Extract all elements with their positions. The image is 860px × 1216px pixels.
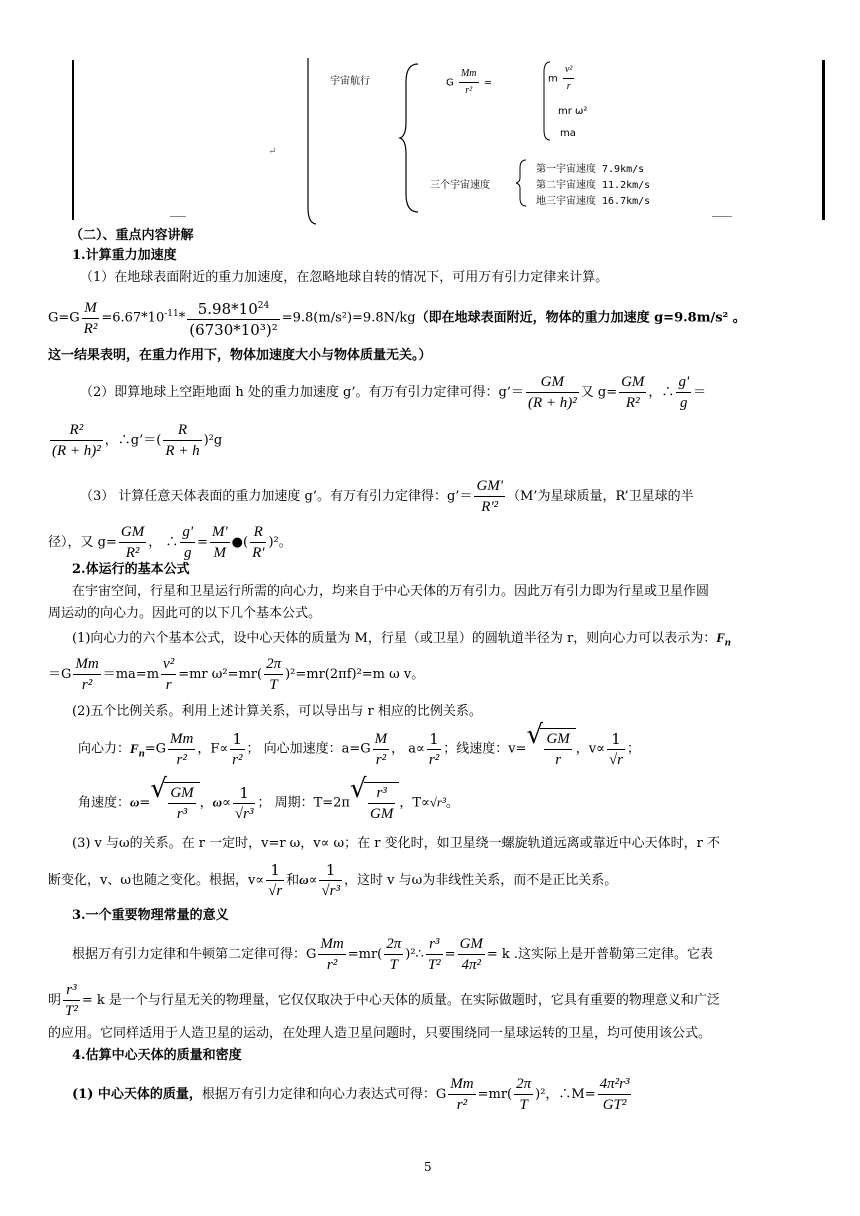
s3-paragraph-3: 的应用。它同样适用于人造卫星的运动，在处理人造卫星问题时，只要围绕同一星球运转的卫星，均可使用该公式。: [48, 1026, 712, 1041]
right-border-line: [822, 60, 825, 220]
centripetal-ma: ma: [560, 128, 576, 139]
s2-paragraph-4b: 断变化，v、ω也随之变化。根据，v∝ $\frac{1}{√r}$ 和ω∝ $\frac{1}{\text{√r³}}$ ，这时 v 与ω为非线性关系，而不是正比关系。: [48, 861, 618, 899]
centripetal-omega: mr ω²: [558, 106, 588, 117]
gravity-eq: G $\frac{Mm}{\text{r²}}$ =: [446, 68, 493, 96]
left-border-line: [72, 60, 74, 220]
s1-paragraph-3-cont: 径），又 g= $\frac{GM}{\text{R²}}$ ， ∴ $\frac{g'}{g}$ = $\frac{M'}{M}$ ●( $\frac{R}{R'}$ )²。: [48, 524, 292, 561]
s1-paragraph-3: （3） 计算任意天体表面的重力加速度 g’。有万有引力定律得：g’＝ $\frac{GM'}{\text{R'²}}$ （M’为星球质量，R’卫星球的半: [80, 478, 694, 515]
s1-paragraph-2-cont: $\frac{\text{R²}}{\text{(R + h)²}}$ ，∴g’＝( $\frac{R}{R + h}$ )²g: [52, 422, 223, 459]
s2-ratio-row-2: 角速度：ω= √ $\frac{GM}{\text{r³}}$ ，ω∝ $\frac{1}{\text{√r³}}$ ； 周期：T=2π √ $\frac{\text{r³}}{GM}$ ，T∝√r³。: [78, 782, 858, 824]
divider-curve: [298, 58, 318, 226]
section-heading: （二）、重点内容讲解: [70, 228, 194, 243]
return-mark: ↵: [268, 146, 277, 157]
s2-ratio-row-1: 向心力：$F_n=G$ $\frac{Mm}{\text{r²}}$ ，F∝ $\frac{1}{\text{r²}}$ ； 向心加速度：a=G $\frac{M}{\text{r²}}$ ， a∝ $\frac{1}{\text{r²}}$ ；线速度：v= √ $\frac{GM}{r}$ ，v∝ $\frac{1}{√r}$ ；: [78, 728, 858, 770]
brace-left: [398, 62, 420, 214]
s3-paragraph-1: 根据万有引力定律和牛顿第二定律可得：G $\frac{Mm}{\text{r²}}$ =mr( $\frac{2\pi}{T}$ )²∴ $\frac{\text{r³}}{\text{T²}}$ = $\frac{GM}{\text{4π²}}$ = k .这实际上是开普勒第三定律。它表: [72, 936, 714, 973]
s1-conclusion: 这一结果表明，在重力作用下，物体加速度大小与物体质量无关。）: [48, 348, 432, 363]
s2-paragraph-3: (2)五个比例关系。利用上述计算关系，可以导出与 r 相应的比例关系。: [72, 704, 482, 719]
s1-paragraph-2: （2）即算地球上空距地面 h 处的重力加速度 g’。有万有引力定律可得：g’＝ $\frac{GM}{\text{(R + h)²}}$ 又 g= $\frac{GM}{\text{R²}}$ ，∴ $\frac{g'}{g}$ ＝: [80, 374, 707, 411]
s2-paragraph-1b: 周运动的向心力。因此可的以下几个基本公式。: [48, 606, 322, 621]
speed-first: 第一宇宙速度 7.9km/s: [536, 164, 645, 175]
s3-title: 3.一个重要物理常量的意义: [72, 908, 229, 923]
s3-paragraph-2: 明 $\frac{\text{r³}}{\text{T²}}$ = k 是一个与行星无关的物理量，它仅仅取决于中心天体的质量。在实际做题时，它具有重要的物理意义和广泛: [48, 982, 720, 1019]
corner-mark-left: [170, 216, 186, 217]
s1-title: 1.计算重力加速度: [72, 248, 177, 263]
s2-paragraph-2: (1)向心力的六个基本公式，设中心天体的质量为 M，行星（或卫星）的圆轨道半径为 r，则向心力可以表示为：$F_n$: [72, 630, 731, 649]
s2-centripetal-eq: ＝G $\frac{Mm}{\text{r²}}$ ＝ma=m $\frac{\text{v²}}{r}$ =mr ω²=mr( $\frac{2\pi}{T}$ )²=mr(2πf)²=m ω v。: [48, 656, 425, 693]
space-travel-label: 宇宙航行: [330, 76, 370, 87]
s2-paragraph-4a: (3) v 与ω的关系。在 r 一定时，v=r ω，v∝ ω；在 r 变化时，如卫星绕一螺旋轨道远离或靠近中心天体时，r 不: [72, 836, 720, 851]
speed-third: 地三宇宙速度 16.7km/s: [536, 196, 651, 207]
three-speeds-label: 三个宇宙速度: [430, 180, 490, 191]
s2-title: 2.体运行的基本公式: [72, 562, 190, 577]
s2-paragraph-1a: 在宇宙空间，行星和卫星运行所需的向心力，均来自于中心天体的万有引力。因此万有引力即为行星或卫星作圆: [72, 584, 710, 599]
s1-equation: G=G $\frac{M}{\text{R²}}$ $=6.67*10^{-11}*$ $\frac{5.98*10^{24}}{\text{(6730*10³)²}}$ =9.8(m/s²)=9.8N/kg（即在地球表面附近，物体的重力加速度 g=9.8m/s² 。: [48, 296, 828, 340]
s1-paragraph-1: （1）在地球表面附近的重力加速度，在忽略地球自转的情况下，可用万有引力定律来计算。: [80, 270, 609, 285]
corner-mark-right: [712, 216, 732, 217]
speed-second: 第二宇宙速度 11.2km/s: [536, 180, 651, 191]
centripetal-v: m $\frac{\text{v²}}{r}$: [548, 64, 573, 92]
s4-paragraph-1: (1) 中心天体的质量，根据万有引力定律和向心力表达式可得：G $\frac{Mm}{\text{r²}}$ =mr( $\frac{2\pi}{T}$ )²，∴M= $\frac{\text{4π²r³}}{\text{GT²}}$: [72, 1076, 630, 1113]
s4-title: 4.估算中心天体的质量和密度: [72, 1048, 242, 1063]
brace-speeds: [514, 158, 528, 208]
page-number: 5: [424, 1160, 432, 1174]
